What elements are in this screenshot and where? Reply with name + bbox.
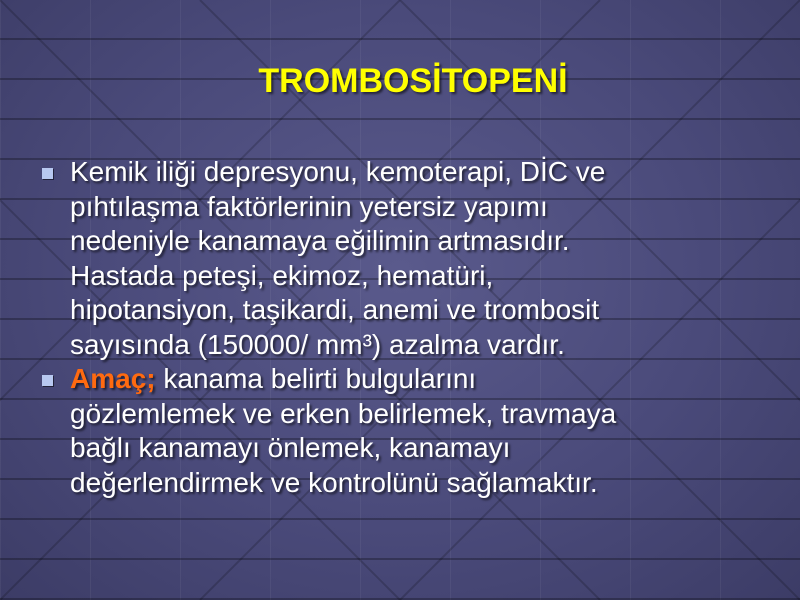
bullet-line: bağlı kanamayı önlemek, kanamayı xyxy=(70,432,511,463)
bullet-line: Kemik iliği depresyonu, kemoterapi, DİC ve xyxy=(70,156,606,187)
bullet-line: Hastada peteşi, ekimoz, hematüri, xyxy=(70,259,494,291)
bullet-line: kanama belirti bulgularını xyxy=(155,363,477,394)
square-bullet-icon xyxy=(42,168,53,179)
goal-label: Amaç; xyxy=(70,363,156,394)
bullet-line: değerlendirmek ve kontrolünü sağlamaktır. xyxy=(70,466,598,498)
bullet-line: hipotansiyon, taşikardi, anemi ve trombosit xyxy=(70,294,600,325)
bullet-item-definition xyxy=(38,155,758,362)
bullet-line: gözlemlemek ve erken belirlemek, travmaya xyxy=(70,397,617,429)
slide-title: TROMBOSİTOPENİ xyxy=(258,62,568,100)
bullet-list xyxy=(38,155,758,500)
bullet-line: nedeniyle kanamaya eğilimin artmasıdır. xyxy=(70,225,570,256)
bullet-line: pıhtılaşma faktörlerinin yetersiz yapımı xyxy=(70,190,548,222)
square-bullet-icon xyxy=(42,375,53,386)
bullet-line: sayısında (150000/ mm³) azalma vardır. xyxy=(70,328,565,360)
bullet-item-goal xyxy=(38,362,758,500)
